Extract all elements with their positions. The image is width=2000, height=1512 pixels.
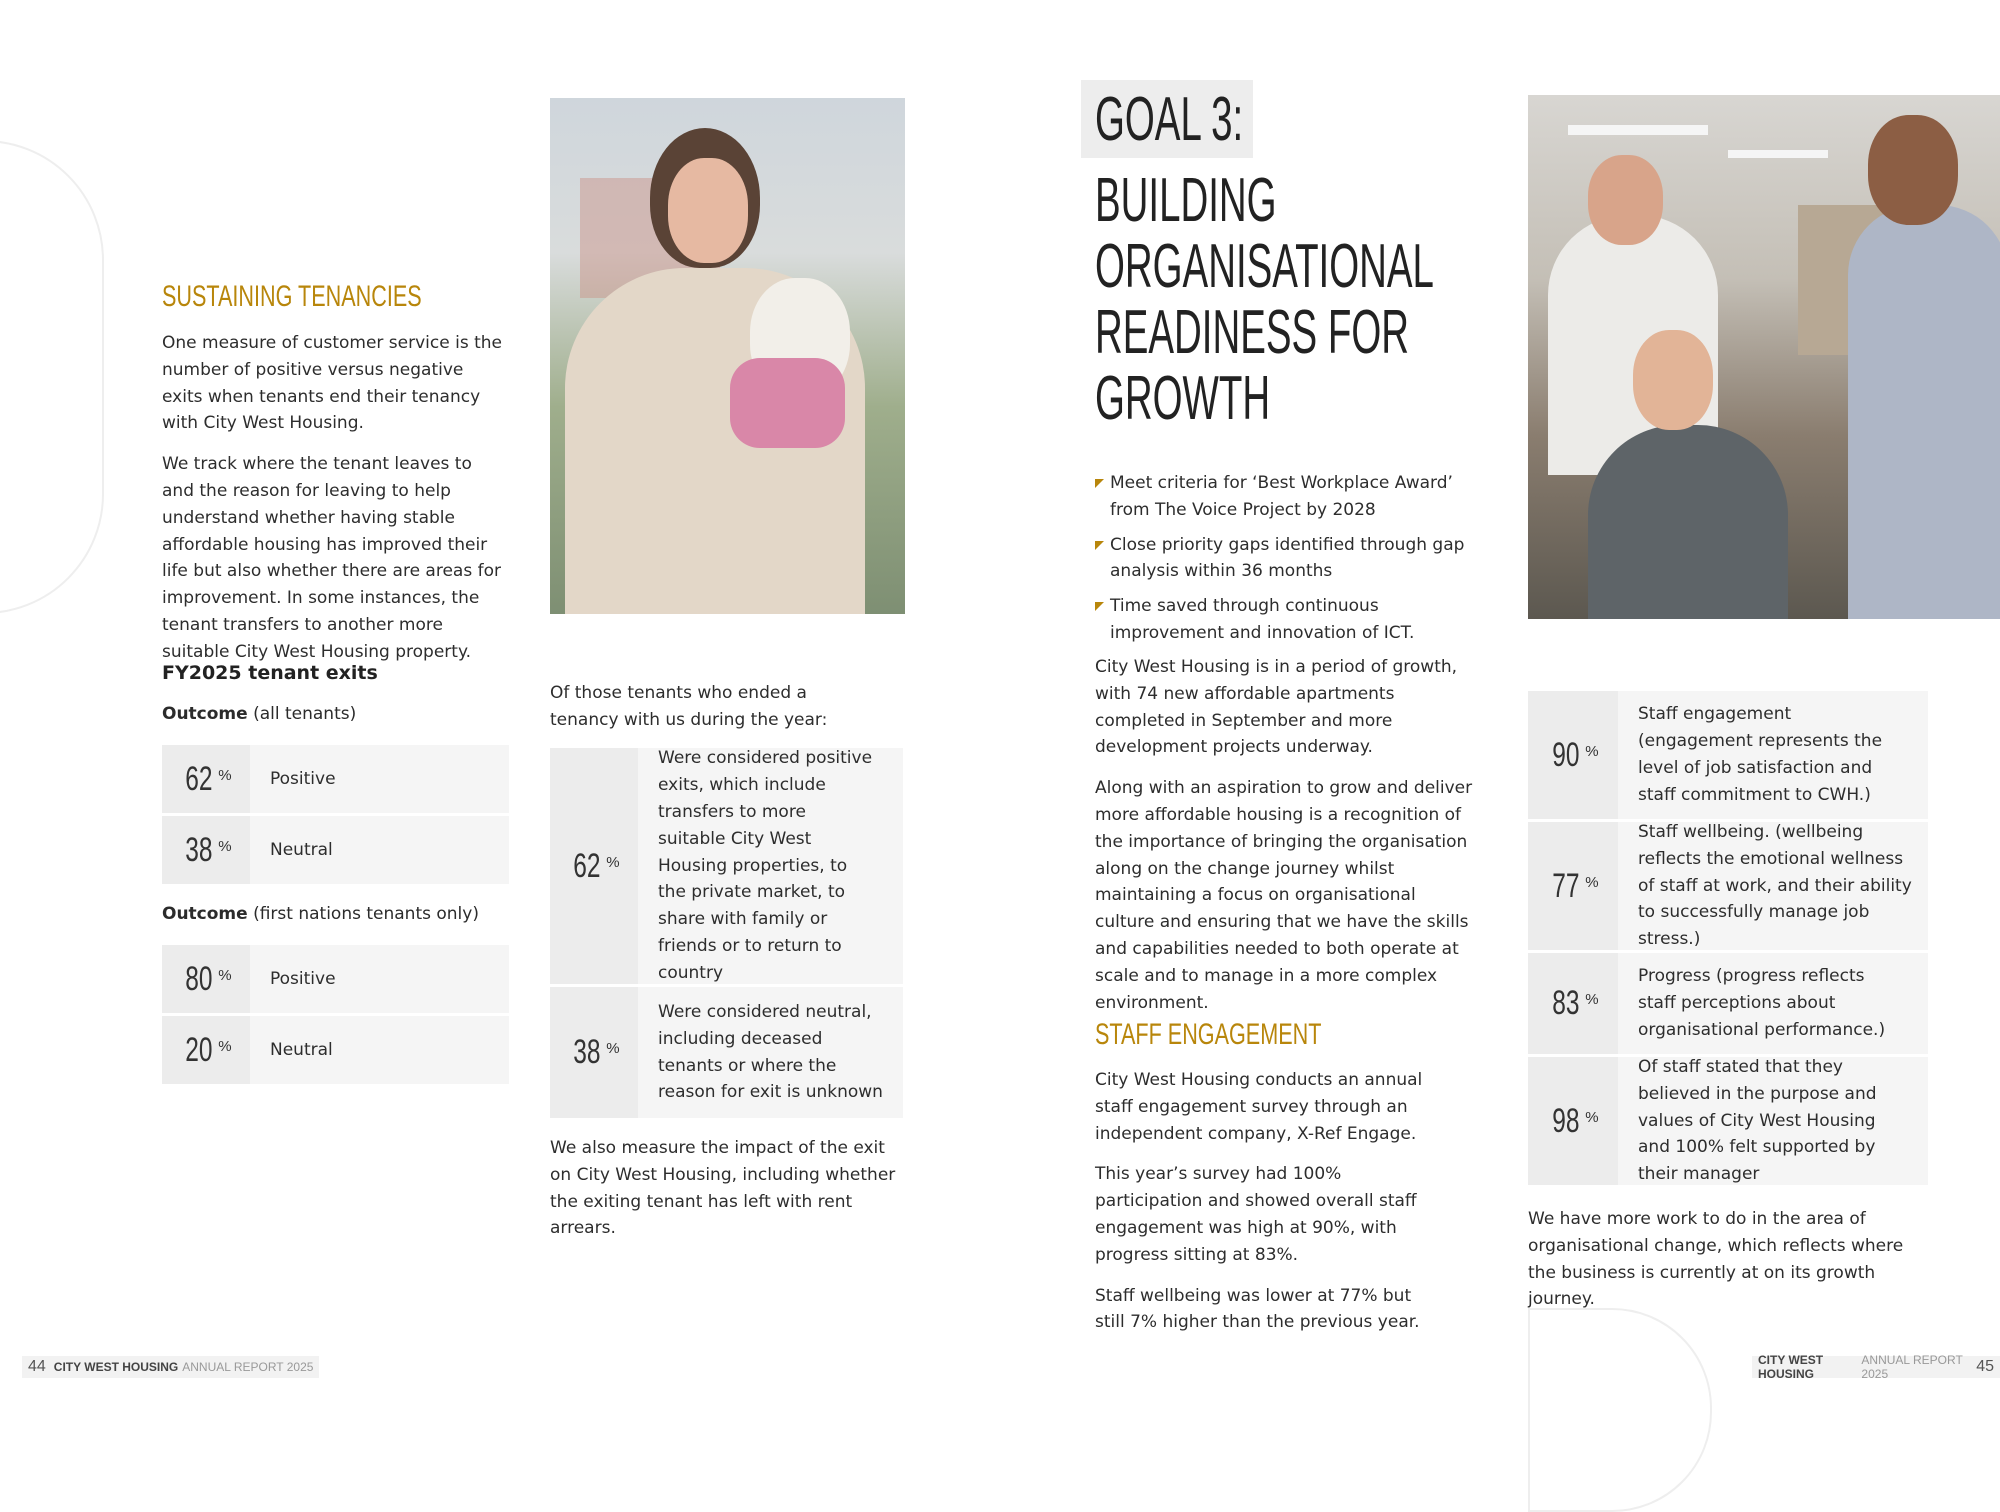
table-staff-engagement — [1528, 691, 1928, 1188]
table-row: 38 % Were considered neutral, including deceased tenants or where the reason for exit is unknown — [550, 987, 903, 1118]
photo-man-right-head — [1868, 115, 1958, 225]
footer-org: CITY WEST HOUSING — [53, 1360, 179, 1374]
table-row: 83 % Progress (progress reflects staff perceptions about organisational performance.) — [1528, 953, 1928, 1054]
intro-paragraph-2: We track where the tenant leaves to and the reason for leaving to help understand whether having stable affordable housing has improved their life but also whether there are areas for improvement. In some instances, the tenant transfers to another more suitable City West Housing property. — [162, 454, 501, 662]
triangle-bullet-icon — [1095, 479, 1104, 488]
bullet-item: Meet criteria for ‘Best Workplace Award’ from The Voice Project by 2028 — [1095, 470, 1485, 524]
photo-man-seated — [1588, 425, 1788, 619]
goal-label: GOAL 3: — [1095, 85, 1244, 154]
growth-paragraph-1: City West Housing is in a period of growth, with 74 new affordable apartments completed in September and more development projects underway. — [1095, 657, 1458, 758]
goal-title-line-2: ORGANISATIONAL — [1095, 232, 1434, 301]
table-outcome-first-nations — [162, 945, 509, 1087]
table-outcome-all — [162, 745, 509, 887]
footer-right — [1752, 1353, 2000, 1381]
goal-title-line-4: GROWTH — [1095, 364, 1271, 433]
page-number: 44 — [28, 1358, 46, 1375]
footer-left — [22, 1356, 319, 1378]
section-title-sustaining: SUSTAINING TENANCIES — [162, 280, 422, 313]
photo-ceiling-light — [1728, 150, 1828, 158]
staff-paragraph-3: Staff wellbeing was lower at 77% but still 7% higher than the previous year. — [1095, 1285, 1420, 1333]
growth-paragraph-2: Along with an aspiration to grow and deliver more affordable housing is a recognition of the importance of bringing the organisation along on the change journey whilst maintaining a focus on organisational culture and ensuring that we have the skills and capabilities needed to both operate at scale and to manage in a more complex environment. — [1095, 778, 1473, 1013]
bullet-item: Close priority gaps identified through gap analysis within 36 months — [1095, 532, 1485, 586]
staff-text — [1095, 1067, 1440, 1350]
photo-man-right — [1848, 205, 2000, 619]
table-row: 62 % Positive — [162, 745, 509, 813]
table-row: 77 % Staff wellbeing. (wellbeing reflects the emotional wellness of staff at work, and their ability to successfully manage job stress.) — [1528, 822, 1928, 950]
photo-man-left-head — [1588, 155, 1663, 245]
table-row: 62 % Were considered positive exits, which include transfers to more suitable City West Housing properties, to the private market, to share with family or friends or to return to country — [550, 748, 903, 984]
outcome-fn-label: Outcome (first nations tenants only) — [162, 904, 479, 924]
photo-man-seated-head — [1633, 330, 1713, 430]
mid-intro-text: Of those tenants who ended a tenancy with us during the year: — [550, 683, 828, 730]
intro-paragraph-1: One measure of customer service is the number of positive versus negative exits when tenants end their tenancy with City West Housing. — [162, 333, 502, 434]
decorative-letter-d — [1528, 1308, 1712, 1512]
footer-report: ANNUAL REPORT 2025 — [1861, 1353, 1963, 1381]
photo-tenant-with-dog — [550, 98, 905, 614]
goal-title-line-3: READINESS FOR — [1095, 298, 1409, 367]
exits-title: FY2025 tenant exits — [162, 662, 378, 684]
footer-org: CITY WEST HOUSING — [1758, 1353, 1824, 1381]
table-row: 98 % Of staff stated that they believed in the purpose and values of City West Housing and 100% felt supported by their manager — [1528, 1057, 1928, 1185]
staff-paragraph-1: City West Housing conducts an annual staff engagement survey through an independent company, X-Ref Engage. — [1095, 1070, 1423, 1144]
bullet-item: Time saved through continuous improvement and innovation of ICT. — [1095, 593, 1485, 647]
table-exit-details — [550, 748, 903, 1121]
table-row: 80 % Positive — [162, 945, 509, 1013]
goal-title-line-1: BUILDING — [1095, 166, 1277, 235]
photo-staff-office — [1528, 95, 2000, 619]
goal-bullets — [1095, 470, 1485, 655]
growth-text — [1095, 654, 1475, 1030]
decorative-letter-s — [0, 140, 104, 614]
staff-paragraph-2: This year’s survey had 100% participation and showed overall staff engagement was high at 90%, with progress sitting at 83%. — [1095, 1164, 1417, 1265]
intro-text — [162, 330, 507, 680]
footer-report: ANNUAL REPORT 2025 — [182, 1360, 314, 1374]
photo-dog-sweater — [730, 358, 845, 448]
mid-outro-text: We also measure the impact of the exit on City West Housing, including whether the exiting tenant has left with rent arrears. — [550, 1138, 896, 1239]
outcome-all-label: Outcome (all tenants) — [162, 704, 357, 724]
triangle-bullet-icon — [1095, 541, 1104, 550]
closing-text: We have more work to do in the area of organisational change, which reflects where the business is currently at on its growth journey. — [1528, 1209, 1904, 1310]
table-row: 90 % Staff engagement (engagement represents the level of job satisfaction and staff commitment to CWH.) — [1528, 691, 1928, 819]
page-number: 45 — [1976, 1358, 1994, 1375]
photo-ceiling-light — [1568, 125, 1708, 135]
table-row: 38 % Neutral — [162, 816, 509, 884]
photo-person-face — [668, 158, 748, 263]
triangle-bullet-icon — [1095, 602, 1104, 611]
section-title-staff: STAFF ENGAGEMENT — [1095, 1018, 1322, 1051]
table-row: 20 % Neutral — [162, 1016, 509, 1084]
